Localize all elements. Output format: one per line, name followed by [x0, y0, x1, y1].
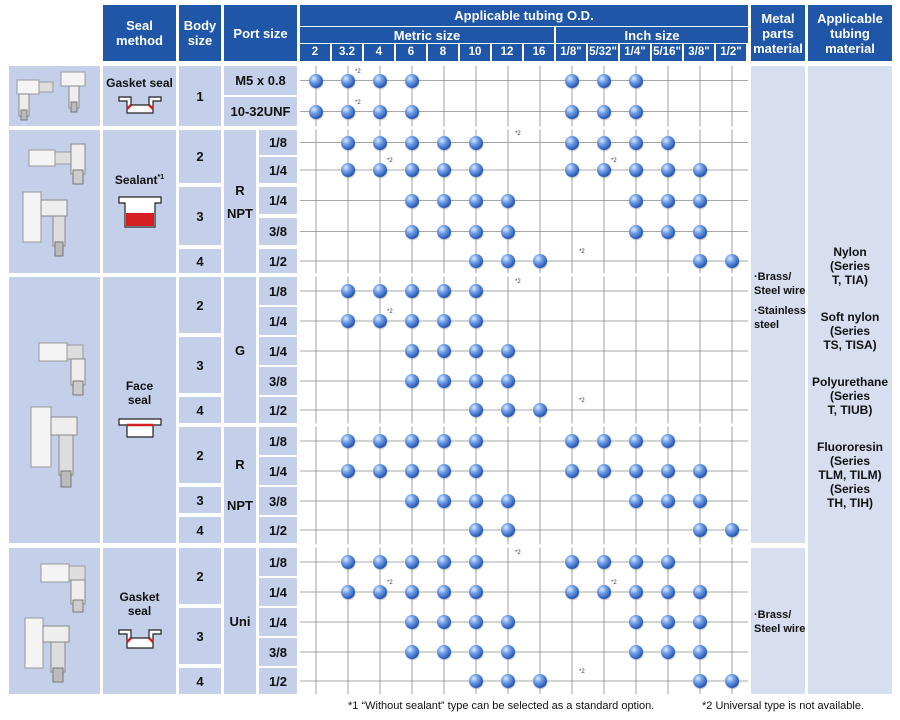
size-header-6: 12	[492, 44, 522, 61]
port-type-cell	[224, 427, 256, 543]
universal-note-mark: *2	[611, 158, 617, 164]
header-applicable-tubing-od: Applicable tubing O.D.	[300, 5, 748, 26]
availability-dot	[373, 434, 387, 448]
port-size-cell: 3/8	[259, 367, 297, 395]
body-size-cell: 3	[179, 337, 221, 393]
availability-dot	[469, 254, 483, 268]
availability-dot	[597, 464, 611, 478]
header-metal-parts-material: Metal parts material	[751, 5, 805, 61]
availability-dot	[565, 555, 579, 569]
port-type-cell: G	[224, 277, 256, 423]
universal-note-mark: *2	[387, 309, 393, 315]
availability-dot	[341, 585, 355, 599]
port-type-r: R	[235, 457, 245, 472]
availability-dot	[501, 615, 515, 629]
availability-dot	[693, 225, 707, 239]
availability-dot	[661, 585, 675, 599]
port-size-cell: 1/4	[259, 187, 297, 214]
port-type-npt: NPT	[227, 205, 253, 221]
size-header-10: 1/4"	[620, 44, 650, 61]
product-image-cell-3	[9, 277, 100, 543]
availability-dot	[501, 494, 515, 508]
availability-dot	[341, 314, 355, 328]
size-header-11: 5/16"	[652, 44, 682, 61]
availability-dot	[405, 74, 419, 88]
availability-dot	[405, 645, 419, 659]
availability-dot	[469, 403, 483, 417]
header-seal-method: Seal method	[103, 5, 176, 61]
port-size-cell: 1/4	[259, 457, 297, 485]
availability-dot	[437, 225, 451, 239]
tubing-material-polyurethane: Polyurethane (Series T, TIUB)	[811, 375, 889, 417]
availability-dot	[533, 674, 547, 688]
availability-dot	[309, 105, 323, 119]
availability-dot	[533, 403, 547, 417]
availability-dot	[469, 464, 483, 478]
availability-dot	[661, 163, 675, 177]
availability-dot	[693, 464, 707, 478]
universal-note-mark: *2	[515, 130, 521, 137]
availability-dot	[565, 464, 579, 478]
availability-dot	[565, 585, 579, 599]
seal-method-face-seal	[103, 277, 176, 543]
availability-dot	[661, 136, 675, 150]
port-type-cell	[224, 130, 256, 273]
port-size-cell: 1/8	[259, 427, 297, 455]
universal-note-mark: *2	[355, 99, 361, 106]
availability-dot	[341, 284, 355, 298]
availability-dot	[565, 163, 579, 177]
body-size-cell: 4	[179, 668, 221, 694]
availability-dot	[629, 105, 643, 119]
fitting-image	[9, 277, 100, 543]
availability-dot	[373, 464, 387, 478]
fitting-image	[9, 130, 100, 273]
body-size-cell: 2	[179, 130, 221, 183]
availability-dot	[437, 494, 451, 508]
availability-dot	[469, 344, 483, 358]
size-header-12: 3/8"	[684, 44, 714, 61]
sealant-icon	[115, 193, 165, 231]
availability-dot	[309, 74, 323, 88]
gasket-seal-icon	[115, 93, 165, 117]
availability-dot	[469, 555, 483, 569]
seal-method-label: Sealant$^{*1}$	[114, 172, 165, 187]
product-image-cell-4	[9, 548, 100, 694]
size-header-9: 5/32"	[588, 44, 618, 61]
availability-dot	[373, 74, 387, 88]
universal-note-mark: *2	[387, 158, 393, 164]
seal-method-sealant	[103, 130, 176, 273]
universal-note-mark: *2	[579, 669, 585, 675]
availability-dot	[437, 284, 451, 298]
seal-method-label: Gasket seal	[106, 75, 173, 90]
size-header-2: 4	[364, 44, 394, 61]
body-size-cell: 4	[179, 517, 221, 543]
port-size-cell: M5 x 0.8	[224, 66, 297, 95]
availability-dot	[501, 225, 515, 239]
availability-dot	[629, 645, 643, 659]
availability-dot	[661, 555, 675, 569]
header-metric-size: Metric size	[300, 27, 554, 43]
availability-dot	[597, 105, 611, 119]
availability-dot	[437, 434, 451, 448]
tubing-material-soft-nylon: Soft nylon (Series TS, TISA)	[820, 310, 880, 352]
port-size-cell: 1/2	[259, 517, 297, 543]
availability-dot	[693, 645, 707, 659]
port-size-cell: 10-32UNF	[224, 97, 297, 126]
port-size-cell: 1/2	[259, 249, 297, 273]
availability-dot	[469, 225, 483, 239]
availability-dot	[629, 615, 643, 629]
availability-dot	[469, 674, 483, 688]
tubing-material-nylon: Nylon (Series T, TIA)	[829, 245, 871, 287]
header-applicable-tubing-material: Applicable tubing material	[808, 5, 892, 61]
port-size-cell: 1/4	[259, 337, 297, 365]
availability-dot	[373, 314, 387, 328]
availability-dot	[469, 374, 483, 388]
availability-dot	[597, 74, 611, 88]
face-seal-icon	[115, 415, 165, 441]
universal-note-mark: *2	[611, 580, 617, 586]
availability-dot	[629, 136, 643, 150]
availability-dot	[469, 194, 483, 208]
port-size-cell: 1/4	[259, 307, 297, 335]
size-header-4: 8	[428, 44, 458, 61]
body-size-cell: 4	[179, 249, 221, 273]
port-size-cell: 1/8	[259, 277, 297, 305]
availability-dot	[405, 434, 419, 448]
port-size-cell: 1/2	[259, 397, 297, 423]
availability-dot	[341, 136, 355, 150]
availability-dot	[533, 254, 547, 268]
availability-dot	[661, 464, 675, 478]
availability-dot	[437, 194, 451, 208]
availability-dot	[629, 494, 643, 508]
universal-note-mark: *2	[515, 550, 521, 556]
availability-dot	[725, 523, 739, 537]
fitting-image	[9, 66, 100, 126]
universal-note-mark: *2	[515, 279, 521, 285]
availability-dot	[693, 523, 707, 537]
availability-dot	[693, 615, 707, 629]
universal-note-mark: *2	[579, 249, 585, 255]
availability-dot	[629, 464, 643, 478]
availability-dot	[565, 105, 579, 119]
availability-dot	[405, 585, 419, 599]
availability-dot	[629, 74, 643, 88]
header-inch-size: Inch size	[556, 27, 748, 43]
availability-dot	[501, 254, 515, 268]
availability-dot	[405, 314, 419, 328]
availability-dot	[501, 523, 515, 537]
universal-note-mark: *2	[355, 68, 361, 75]
size-header-8: 1/8"	[556, 44, 586, 61]
body-size-cell: 2	[179, 277, 221, 333]
header-body-size: Body size	[179, 5, 221, 61]
availability-dot	[469, 163, 483, 177]
availability-dot	[501, 645, 515, 659]
size-header-13: 1/2"	[716, 44, 746, 61]
fitting-image	[9, 548, 100, 694]
port-size-cell: 1/8	[259, 130, 297, 155]
availability-dot	[405, 163, 419, 177]
universal-note-mark: *2	[579, 398, 585, 404]
tubing-material-fluororesin: Fluororesin (Series TLM, TILM) (Series TH, TIH)	[816, 440, 883, 510]
availability-dot	[469, 314, 483, 328]
port-type-r: R	[235, 182, 245, 198]
availability-dot	[405, 555, 419, 569]
port-type-cell: Uni	[224, 548, 256, 694]
seal-method-gasket-2	[103, 548, 176, 694]
availability-dot	[661, 615, 675, 629]
availability-dot	[501, 194, 515, 208]
header-port-size: Port size	[224, 5, 297, 61]
product-image-cell-1	[9, 66, 100, 126]
availability-dot	[469, 615, 483, 629]
availability-dot	[693, 494, 707, 508]
size-header-7: 16	[524, 44, 554, 61]
availability-dot	[597, 555, 611, 569]
availability-dot	[405, 105, 419, 119]
availability-dot	[437, 163, 451, 177]
availability-dot	[373, 136, 387, 150]
availability-dot	[469, 523, 483, 537]
port-size-cell: 3/8	[259, 218, 297, 245]
seal-method-gasket-1	[103, 66, 176, 126]
availability-dot	[629, 555, 643, 569]
availability-dot	[693, 254, 707, 268]
availability-dot	[437, 615, 451, 629]
availability-dot	[501, 374, 515, 388]
availability-dot	[597, 163, 611, 177]
availability-dot	[373, 105, 387, 119]
availability-dot	[469, 136, 483, 150]
port-size-cell: 1/4	[259, 157, 297, 183]
availability-dot	[437, 344, 451, 358]
availability-dot	[341, 163, 355, 177]
availability-dot	[565, 136, 579, 150]
body-size-cell: 3	[179, 487, 221, 513]
availability-dot	[405, 194, 419, 208]
seal-method-label: Face seal	[125, 379, 154, 407]
availability-dot	[661, 194, 675, 208]
metal-material-text-1: ·Brass/ Steel wire ·Stainless steel	[754, 271, 806, 331]
availability-dot	[373, 163, 387, 177]
availability-dot	[501, 674, 515, 688]
availability-dot	[405, 615, 419, 629]
availability-dot	[661, 225, 675, 239]
availability-dot	[469, 434, 483, 448]
availability-dot	[341, 434, 355, 448]
availability-dot	[629, 585, 643, 599]
availability-dot	[693, 585, 707, 599]
grid-background	[300, 66, 748, 694]
availability-dot	[405, 136, 419, 150]
availability-dot	[629, 194, 643, 208]
availability-dot	[341, 464, 355, 478]
availability-dot	[437, 585, 451, 599]
body-size-cell: 1	[179, 66, 221, 126]
availability-dot	[405, 494, 419, 508]
availability-dot	[629, 434, 643, 448]
size-header-1: 3.2	[332, 44, 362, 61]
body-size-cell: 3	[179, 608, 221, 664]
availability-dot	[469, 284, 483, 298]
availability-dot	[437, 555, 451, 569]
body-size-cell: 2	[179, 427, 221, 483]
availability-dot	[405, 284, 419, 298]
availability-dot	[597, 434, 611, 448]
availability-dot	[501, 344, 515, 358]
availability-dot	[469, 494, 483, 508]
availability-dot	[373, 555, 387, 569]
grid-lines	[300, 66, 748, 694]
availability-dot	[725, 254, 739, 268]
availability-dot	[661, 434, 675, 448]
availability-dot	[341, 105, 355, 119]
availability-dot	[341, 555, 355, 569]
metal-material-text-2: ·Brass/ Steel wire	[754, 609, 806, 635]
availability-dot	[437, 374, 451, 388]
availability-dot	[405, 344, 419, 358]
port-size-cell: 1/2	[259, 668, 297, 694]
availability-dot	[405, 464, 419, 478]
availability-dot	[629, 225, 643, 239]
availability-dot	[469, 585, 483, 599]
body-size-cell: 2	[179, 548, 221, 604]
universal-note-mark: *2	[387, 580, 393, 586]
availability-dot	[373, 585, 387, 599]
availability-dot	[693, 163, 707, 177]
size-header-0: 2	[300, 44, 330, 61]
availability-dot	[661, 494, 675, 508]
port-size-cell: 1/8	[259, 548, 297, 576]
body-size-cell: 3	[179, 187, 221, 245]
availability-dot	[469, 645, 483, 659]
availability-dot	[597, 136, 611, 150]
availability-dot	[661, 645, 675, 659]
size-header-5: 10	[460, 44, 490, 61]
availability-dot	[437, 314, 451, 328]
availability-dot	[341, 74, 355, 88]
port-size-cell: 1/4	[259, 578, 297, 606]
availability-dot	[437, 136, 451, 150]
availability-dot	[437, 464, 451, 478]
availability-dot	[693, 194, 707, 208]
availability-dot	[501, 403, 515, 417]
availability-dot	[629, 163, 643, 177]
availability-dot	[565, 434, 579, 448]
port-size-cell: 3/8	[259, 487, 297, 515]
availability-dot	[437, 645, 451, 659]
availability-dot	[693, 674, 707, 688]
availability-dot	[373, 284, 387, 298]
seal-method-label: Gasket seal	[119, 590, 160, 618]
port-type-npt: NPT	[227, 498, 253, 513]
gasket-seal-icon	[115, 626, 165, 652]
footnote-1: *1 “Without sealant” type can be selected as a standard option.	[348, 700, 655, 712]
availability-dot	[725, 674, 739, 688]
port-size-cell: 3/8	[259, 638, 297, 666]
availability-dot	[405, 225, 419, 239]
product-image-cell-2	[9, 130, 100, 273]
size-header-3: 6	[396, 44, 426, 61]
availability-dot	[405, 374, 419, 388]
footnote-2: *2 Universal type is not available.	[702, 700, 865, 712]
body-size-cell: 4	[179, 397, 221, 423]
port-size-cell: 1/4	[259, 608, 297, 636]
availability-dot	[565, 74, 579, 88]
availability-dot	[597, 585, 611, 599]
